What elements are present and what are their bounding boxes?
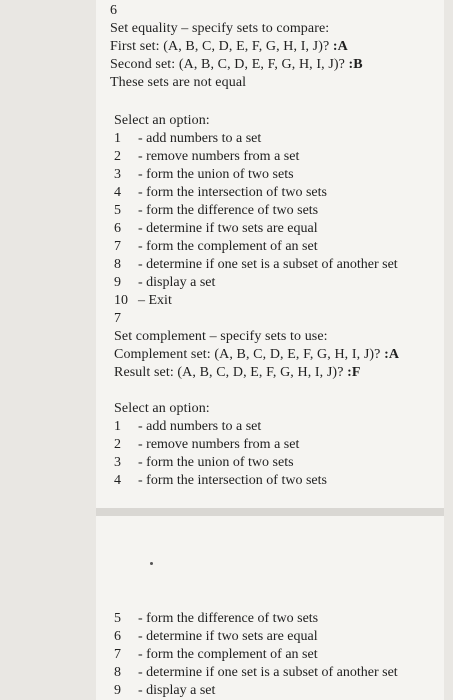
first-set-prompt-text: First set: (A, B, C, D, E, F, G, H, I, J)? (110, 39, 333, 54)
menu-item-number: 3 (114, 167, 121, 182)
menu-item-number: 10 (114, 293, 128, 308)
menu-item-label: - display a set (138, 683, 216, 698)
menu-item-4 (114, 184, 327, 202)
menu-item-8 (114, 256, 398, 274)
menu-item-number: 5 (114, 203, 121, 218)
equality-result: These sets are not equal (110, 75, 247, 90)
menu-item-number: 3 (114, 455, 121, 470)
menu-item-number: 7 (114, 239, 121, 254)
stray-dot (150, 562, 153, 565)
menu-item-number: 1 (114, 131, 121, 146)
menu2-title: Select an option: (114, 401, 210, 416)
menu-item-5 (114, 610, 318, 628)
menu-item-label: - remove numbers from a set (138, 437, 300, 452)
user-input-option-7: 7 (114, 311, 122, 326)
menu-item-label: - display a set (138, 275, 216, 290)
menu-item-label: - determine if two sets are equal (138, 629, 318, 644)
menu-item-label: - add numbers to a set (138, 419, 262, 434)
menu-item-number: 9 (114, 275, 121, 290)
equality-header: Set equality – specify sets to compare: (110, 21, 330, 36)
user-input-option-6: 6 (110, 3, 118, 18)
menu-item-label: - form the union of two sets (138, 167, 294, 182)
menu-item-number: 1 (114, 419, 121, 434)
menu-item-label: - determine if two sets are equal (138, 221, 318, 236)
complement-set-answer: :A (384, 347, 400, 362)
first-set-prompt (110, 38, 348, 56)
menu-item-8 (114, 664, 398, 682)
menu-item-6 (114, 628, 318, 646)
complement-set-prompt-text: Complement set: (A, B, C, D, E, F, G, H, I, J)? (114, 347, 385, 362)
menu-item-number: 6 (114, 629, 121, 644)
menu-item-9 (114, 682, 215, 700)
second-set-answer: :B (348, 57, 363, 72)
menu-item-number: 8 (114, 665, 121, 680)
menu-item-3 (114, 166, 294, 184)
menu-item-number: 6 (114, 221, 121, 236)
menu-item-number: 4 (114, 185, 121, 200)
menu-item-label: - determine if one set is a subset of another set (138, 665, 398, 680)
menu-item-label: - form the intersection of two sets (138, 473, 327, 488)
menu-item-2 (114, 148, 299, 166)
menu-item-3 (114, 454, 294, 472)
menu-item-9 (114, 274, 215, 292)
menu-item-number: 5 (114, 611, 121, 626)
menu-item-number: 7 (114, 647, 121, 662)
menu1-title: Select an option: (114, 113, 210, 128)
menu-item-4 (114, 472, 327, 490)
menu-item-number: 8 (114, 257, 121, 272)
menu-item-2 (114, 436, 299, 454)
result-set-answer: :F (347, 365, 361, 380)
menu-item-label: - remove numbers from a set (138, 149, 300, 164)
menu-item-label: - form the complement of an set (138, 239, 318, 254)
page-gap (96, 508, 444, 516)
menu-item-number: 2 (114, 437, 121, 452)
menu-item-label: - form the union of two sets (138, 455, 294, 470)
menu-item-10 (114, 292, 172, 310)
menu-item-label: - determine if one set is a subset of another set (138, 257, 398, 272)
menu-item-number: 9 (114, 683, 121, 698)
menu-item-label: - form the difference of two sets (138, 611, 319, 626)
menu-item-number: 2 (114, 149, 121, 164)
menu-item-1 (114, 130, 261, 148)
menu-item-label: - form the complement of an set (138, 647, 318, 662)
menu-item-1 (114, 418, 261, 436)
menu-item-number: 4 (114, 473, 121, 488)
first-set-answer: :A (332, 39, 348, 54)
menu-item-label: - add numbers to a set (138, 131, 262, 146)
complement-header: Set complement – specify sets to use: (114, 329, 328, 344)
second-set-prompt-text: Second set: (A, B, C, D, E, F, G, H, I, J)? (110, 57, 349, 72)
result-set-prompt (114, 364, 361, 382)
second-set-prompt (110, 56, 363, 74)
menu-item-7 (114, 646, 318, 664)
menu-item-label: - form the difference of two sets (138, 203, 319, 218)
menu-item-6 (114, 220, 318, 238)
menu-item-label: - form the intersection of two sets (138, 185, 327, 200)
complement-set-prompt (114, 346, 399, 364)
menu-item-label: – Exit (138, 293, 172, 308)
menu-item-5 (114, 202, 318, 220)
menu-item-7 (114, 238, 318, 256)
result-set-prompt-text: Result set: (A, B, C, D, E, F, G, H, I, J)? (114, 365, 348, 380)
